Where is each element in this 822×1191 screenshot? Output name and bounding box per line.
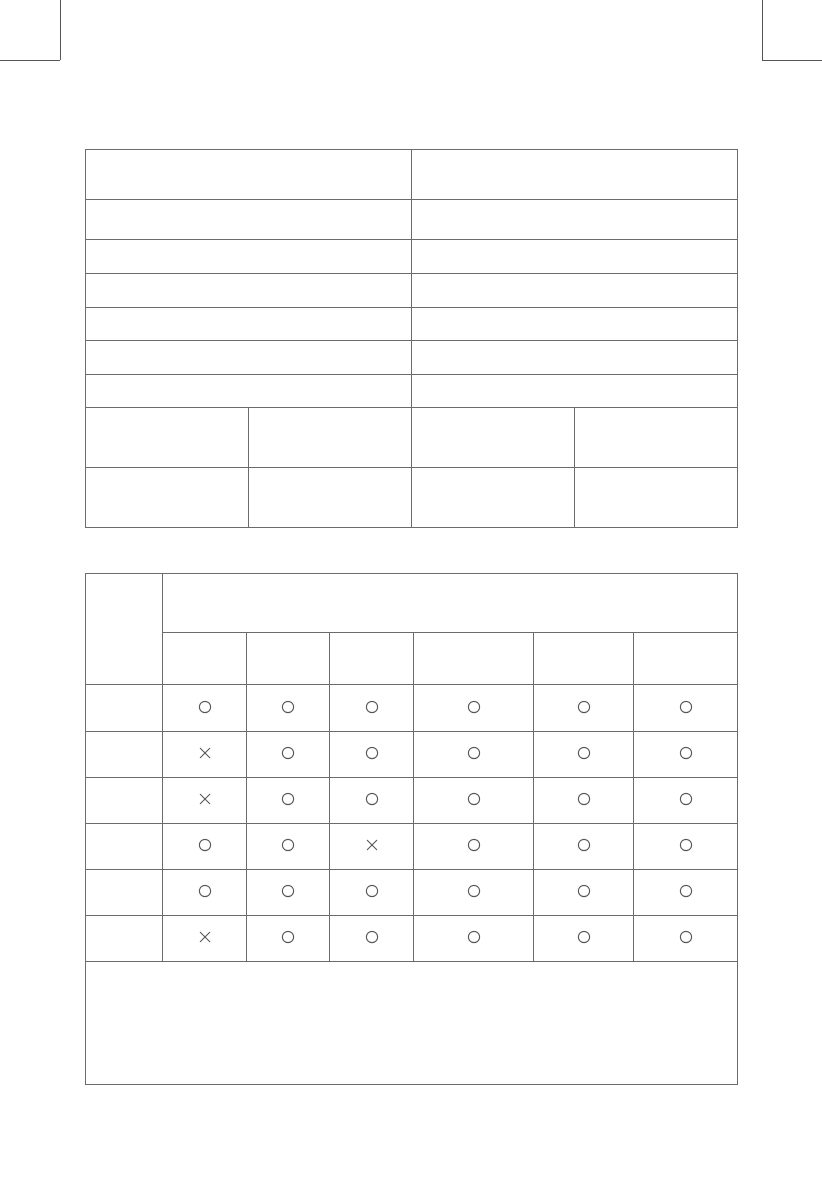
compat-footnote-row bbox=[86, 962, 738, 1085]
spec-cell-value bbox=[412, 274, 738, 308]
circle-icon bbox=[577, 930, 591, 947]
circle-icon bbox=[365, 700, 379, 717]
circle-icon bbox=[679, 884, 693, 901]
crop-mark-top-left-vertical bbox=[60, 0, 61, 60]
circle-icon bbox=[281, 700, 295, 717]
compat-row bbox=[86, 778, 738, 824]
compat-group-header-row bbox=[86, 574, 738, 633]
circle-icon bbox=[467, 838, 481, 855]
circle-icon bbox=[365, 884, 379, 901]
compat-row bbox=[86, 870, 738, 916]
compat-cell bbox=[330, 732, 414, 778]
circle-icon bbox=[365, 792, 379, 809]
spec-row bbox=[86, 375, 738, 408]
compat-body bbox=[86, 685, 738, 962]
spec-quad-row bbox=[86, 408, 738, 468]
compat-cell bbox=[247, 778, 330, 824]
circle-icon bbox=[467, 884, 481, 901]
compat-row bbox=[86, 732, 738, 778]
spec-row bbox=[86, 274, 738, 308]
spec-cell-value bbox=[412, 341, 738, 375]
spec-cell-label bbox=[86, 274, 412, 308]
spec-quad-cell bbox=[412, 468, 575, 528]
compat-cell bbox=[247, 916, 330, 962]
cross-icon bbox=[365, 838, 379, 855]
circle-icon bbox=[577, 838, 591, 855]
crop-mark-top-left-horizontal bbox=[0, 60, 60, 61]
compat-group-header bbox=[163, 574, 738, 633]
circle-icon bbox=[281, 884, 295, 901]
compat-column-header bbox=[247, 633, 330, 685]
circle-icon bbox=[281, 746, 295, 763]
circle-icon bbox=[198, 884, 212, 901]
compat-cell bbox=[163, 685, 247, 732]
compat-column-header bbox=[330, 633, 414, 685]
compat-row bbox=[86, 685, 738, 732]
compat-cell bbox=[163, 916, 247, 962]
spec-row bbox=[86, 341, 738, 375]
circle-icon bbox=[198, 700, 212, 717]
circle-icon bbox=[198, 838, 212, 855]
compat-cell bbox=[330, 685, 414, 732]
circle-icon bbox=[467, 792, 481, 809]
spec-cell-label bbox=[86, 375, 412, 408]
spec-cell-value bbox=[412, 240, 738, 274]
compat-column-header bbox=[634, 633, 738, 685]
circle-icon bbox=[577, 792, 591, 809]
compat-footnote bbox=[86, 962, 738, 1085]
compat-cell bbox=[634, 778, 738, 824]
compat-row-label bbox=[86, 916, 163, 962]
spec-quad-cell bbox=[575, 468, 738, 528]
circle-icon bbox=[679, 930, 693, 947]
spec-row bbox=[86, 308, 738, 341]
compat-cell bbox=[634, 916, 738, 962]
spec-quad-cell bbox=[249, 468, 412, 528]
compat-cell bbox=[163, 824, 247, 870]
compat-cell bbox=[414, 778, 534, 824]
compat-row-label bbox=[86, 870, 163, 916]
spec-row bbox=[86, 240, 738, 274]
spec-cell-value bbox=[412, 375, 738, 408]
compat-cell bbox=[247, 732, 330, 778]
compat-cell bbox=[330, 824, 414, 870]
circle-icon bbox=[577, 884, 591, 901]
circle-icon bbox=[679, 700, 693, 717]
crop-mark-top-right-vertical bbox=[762, 0, 763, 60]
compat-row-label bbox=[86, 685, 163, 732]
circle-icon bbox=[467, 746, 481, 763]
spec-header-left bbox=[86, 150, 412, 200]
spec-quad-cell bbox=[86, 408, 249, 468]
cross-icon bbox=[198, 746, 212, 763]
spec-cell-value bbox=[412, 200, 738, 240]
circle-icon bbox=[467, 700, 481, 717]
compat-cell bbox=[414, 870, 534, 916]
compat-cell bbox=[330, 870, 414, 916]
compat-cell bbox=[247, 824, 330, 870]
compat-row bbox=[86, 824, 738, 870]
compat-column-header-row bbox=[86, 633, 738, 685]
compat-cell bbox=[534, 778, 634, 824]
spec-quad-cell bbox=[86, 468, 249, 528]
circle-icon bbox=[577, 700, 591, 717]
spec-cell-label bbox=[86, 200, 412, 240]
compat-cell bbox=[634, 824, 738, 870]
cross-icon bbox=[198, 930, 212, 947]
circle-icon bbox=[679, 838, 693, 855]
compat-row bbox=[86, 916, 738, 962]
circle-icon bbox=[467, 930, 481, 947]
spec-table bbox=[85, 149, 738, 528]
spec-cell-label bbox=[86, 308, 412, 341]
spec-header-right bbox=[412, 150, 738, 200]
circle-icon bbox=[365, 930, 379, 947]
compat-cell bbox=[534, 824, 634, 870]
circle-icon bbox=[365, 746, 379, 763]
compat-column-header bbox=[163, 633, 247, 685]
compat-cell bbox=[414, 685, 534, 732]
compat-row-label bbox=[86, 732, 163, 778]
compat-cell bbox=[414, 732, 534, 778]
spec-cell-label bbox=[86, 240, 412, 274]
circle-icon bbox=[577, 746, 591, 763]
compat-cell bbox=[534, 685, 634, 732]
spec-header-row bbox=[86, 150, 738, 200]
compat-cell bbox=[247, 870, 330, 916]
spec-cell-value bbox=[412, 308, 738, 341]
compat-cell bbox=[534, 916, 634, 962]
circle-icon bbox=[679, 792, 693, 809]
compat-cell bbox=[634, 732, 738, 778]
compat-table bbox=[85, 573, 738, 1085]
spec-quad-cell bbox=[412, 408, 575, 468]
compat-cell bbox=[247, 685, 330, 732]
compat-cell bbox=[634, 685, 738, 732]
circle-icon bbox=[281, 838, 295, 855]
spec-cell-label bbox=[86, 341, 412, 375]
circle-icon bbox=[679, 746, 693, 763]
compat-row-label bbox=[86, 824, 163, 870]
compat-cell bbox=[163, 732, 247, 778]
compat-column-header bbox=[414, 633, 534, 685]
compat-cell bbox=[534, 732, 634, 778]
spec-quad-cell bbox=[575, 408, 738, 468]
circle-icon bbox=[281, 792, 295, 809]
compat-cell bbox=[534, 870, 634, 916]
spec-row bbox=[86, 200, 738, 240]
compat-cell bbox=[414, 824, 534, 870]
compat-cell bbox=[330, 916, 414, 962]
compat-column-header bbox=[534, 633, 634, 685]
spec-quad-cell bbox=[249, 408, 412, 468]
crop-mark-top-right-horizontal bbox=[762, 60, 822, 61]
cross-icon bbox=[198, 792, 212, 809]
compat-cell bbox=[414, 916, 534, 962]
spec-quad-row bbox=[86, 468, 738, 528]
compat-row-label bbox=[86, 778, 163, 824]
compat-cell bbox=[634, 870, 738, 916]
compat-corner-cell bbox=[86, 574, 163, 685]
compat-cell bbox=[163, 870, 247, 916]
compat-cell bbox=[163, 778, 247, 824]
compat-cell bbox=[330, 778, 414, 824]
circle-icon bbox=[281, 930, 295, 947]
